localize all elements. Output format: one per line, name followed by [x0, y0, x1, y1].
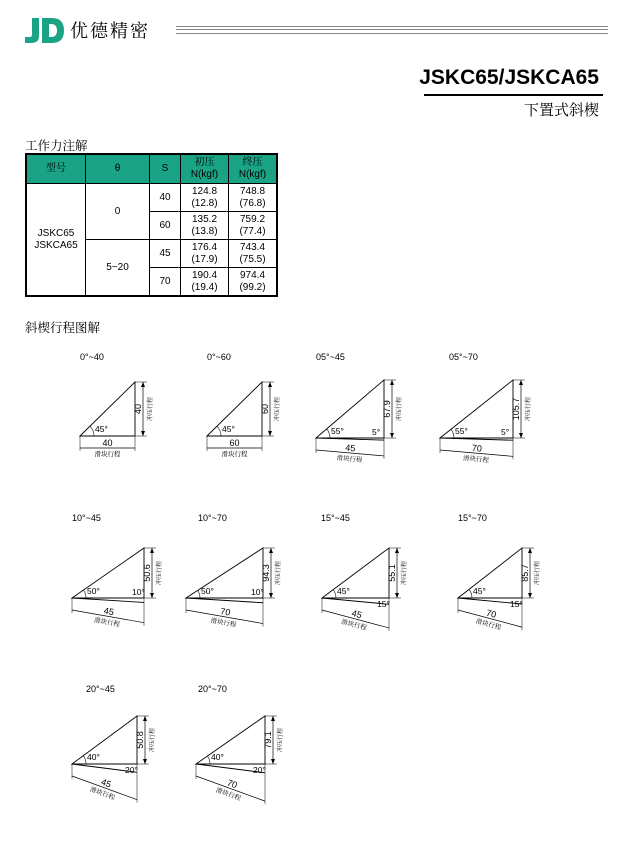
punch-value: 55.1 — [387, 564, 397, 582]
punch-value: 67.9 — [382, 400, 392, 418]
final-cell: 743.4 (75.5) — [229, 240, 278, 268]
angle-arc — [83, 756, 86, 764]
arrow-head — [143, 716, 147, 721]
arrow-head — [528, 593, 532, 598]
slide-line — [72, 598, 144, 602]
slide-value: 45 — [99, 776, 113, 790]
lower-angle-label: 5° — [501, 427, 510, 437]
diagram-caption: 15°~45 — [321, 513, 350, 523]
initial-cell: 135.2 (13.8) — [181, 212, 229, 240]
slide-value: 40 — [102, 438, 113, 448]
slide-label: 滑块行程 — [214, 786, 242, 803]
arrow-head — [519, 380, 523, 385]
punch-label: 冲压行程 — [402, 560, 408, 586]
slide-label: 滑块行程 — [336, 454, 363, 465]
slide-value: 70 — [485, 607, 498, 620]
lower-angle-label: 10° — [132, 587, 145, 597]
s-cell: 60 — [150, 212, 181, 240]
diagram-caption: 20°~70 — [198, 684, 227, 694]
slide-value: 70 — [471, 442, 483, 454]
upper-angle-label: 40° — [87, 752, 100, 762]
slide-value: 45 — [350, 608, 363, 621]
punch-label: 冲压行程 — [148, 396, 154, 422]
final-cell: 974.4 (99.2) — [229, 268, 278, 297]
punch-value: 40 — [133, 403, 143, 415]
slide-value: 70 — [219, 606, 232, 618]
col-initial: 初压 N(kgf) — [181, 154, 229, 184]
lower-angle-label: 20° — [253, 765, 266, 775]
slide-value: 45 — [345, 442, 356, 454]
model-subtitle: 下置式斜楔 — [523, 101, 599, 119]
diagram-caption: 15°~70 — [458, 513, 487, 523]
diagram-caption: 05°~70 — [449, 352, 478, 362]
punch-label: 冲压行程 — [275, 396, 281, 422]
upper-angle-label: 55° — [331, 426, 344, 436]
angle-arc — [83, 590, 86, 598]
punch-value: 85.7 — [520, 564, 530, 582]
punch-label: 冲压行程 — [276, 560, 282, 586]
punch-label: 冲压行程 — [150, 727, 156, 753]
upper-angle-label: 45° — [473, 586, 486, 596]
slide-label: 滑块行程 — [462, 455, 490, 465]
punch-value: 50.6 — [142, 564, 152, 582]
slide-label: 滑块行程 — [93, 617, 121, 629]
col-s: S — [150, 154, 181, 184]
arrow-head — [271, 759, 275, 764]
col-model: 型号 — [26, 154, 86, 184]
lower-angle-label: 15° — [377, 599, 390, 609]
punch-value: 60 — [260, 403, 270, 415]
arrow-head — [528, 548, 532, 553]
slide-label: 滑块行程 — [221, 451, 248, 458]
arrow-head — [395, 593, 399, 598]
slide-label: 滑块行程 — [474, 618, 502, 632]
theta-cell: 5~20 — [86, 240, 150, 297]
punch-value: 105.7 — [511, 397, 521, 421]
slide-line — [186, 598, 263, 603]
arrow-head — [141, 382, 145, 387]
lower-angle-label: 20° — [125, 765, 138, 775]
final-cell: 748.8 (76.8) — [229, 184, 278, 212]
model-title: JSKC65/JSKCA65 — [419, 66, 599, 89]
initial-cell: 176.4 (17.9) — [181, 240, 229, 268]
upper-angle-label: 45° — [222, 424, 235, 434]
arrow-head — [269, 548, 273, 553]
lower-angle-label: 15° — [510, 599, 523, 609]
punch-label: 冲压行程 — [157, 560, 163, 586]
diagram-caption: 20°~45 — [86, 684, 115, 694]
diagram-caption: 0°~60 — [207, 352, 231, 362]
slide-value: 60 — [229, 438, 240, 448]
upper-angle-label: 55° — [455, 426, 468, 436]
col-theta: θ — [86, 154, 150, 184]
upper-angle-label: 45° — [95, 424, 108, 434]
slide-label: 滑块行程 — [88, 786, 116, 802]
upper-angle-label: 50° — [201, 586, 214, 596]
angle-arc — [217, 426, 221, 436]
upper-angle-label: 40° — [211, 752, 224, 762]
slide-value: 70 — [225, 777, 239, 791]
wedge-triangle — [322, 548, 389, 598]
s-cell: 40 — [150, 184, 181, 212]
arrow-head — [395, 548, 399, 553]
initial-cell: 190.4 (19.4) — [181, 268, 229, 297]
wedge-triangle — [458, 548, 522, 598]
final-cell: 759.2 (77.4) — [229, 212, 278, 240]
col-final: 终压 N(kgf) — [229, 154, 278, 184]
punch-value: 94.3 — [261, 564, 271, 582]
s-cell: 45 — [150, 240, 181, 268]
diagram-caption: 10°~70 — [198, 513, 227, 523]
angle-arc — [469, 589, 472, 598]
force-table-title: 工作力注解 — [25, 138, 88, 153]
punch-value: 79.1 — [263, 731, 273, 749]
punch-label: 冲压行程 — [278, 727, 284, 753]
slide-label: 滑块行程 — [209, 617, 237, 629]
arrow-head — [271, 716, 275, 721]
diagram-caption: 05°~45 — [316, 352, 345, 362]
slide-value: 45 — [103, 605, 115, 618]
angle-arc — [90, 426, 94, 436]
upper-angle-label: 50° — [87, 586, 100, 596]
arrow-head — [150, 548, 154, 553]
brand-name: 优德精密 — [70, 21, 150, 42]
s-cell: 70 — [150, 268, 181, 297]
theta-cell: 0 — [86, 184, 150, 240]
lower-angle-label: 10° — [251, 587, 264, 597]
punch-label: 冲压行程 — [526, 396, 532, 422]
arrow-head — [143, 759, 147, 764]
punch-label: 冲压行程 — [535, 560, 541, 586]
wedge-triangle — [72, 716, 137, 764]
diagrams-title: 斜楔行程图解 — [25, 320, 101, 335]
arrow-head — [268, 431, 272, 436]
arrow-head — [269, 593, 273, 598]
angle-arc — [333, 590, 336, 598]
slide-label: 滑块行程 — [340, 618, 368, 633]
initial-cell: 124.8 (12.8) — [181, 184, 229, 212]
angle-arc — [207, 756, 210, 764]
arrow-head — [150, 593, 154, 598]
diagram-caption: 10°~45 — [72, 513, 101, 523]
wedge-triangle — [196, 716, 265, 764]
arrow-head — [390, 433, 394, 438]
arrow-head — [141, 431, 145, 436]
angle-arc — [451, 429, 454, 438]
punch-value: 50.8 — [135, 731, 145, 749]
arrow-head — [519, 433, 523, 438]
slide-label: 滑块行程 — [94, 451, 121, 458]
lower-angle-label: 5° — [372, 427, 381, 437]
diagram-caption: 0°~40 — [80, 352, 104, 362]
punch-label: 冲压行程 — [397, 396, 403, 422]
upper-angle-label: 45° — [337, 586, 350, 596]
angle-arc — [198, 590, 200, 598]
angle-arc — [327, 429, 330, 438]
model-cell: JSKC65 JSKCA65 — [26, 184, 86, 297]
arrow-head — [390, 380, 394, 385]
arrow-head — [268, 382, 272, 387]
